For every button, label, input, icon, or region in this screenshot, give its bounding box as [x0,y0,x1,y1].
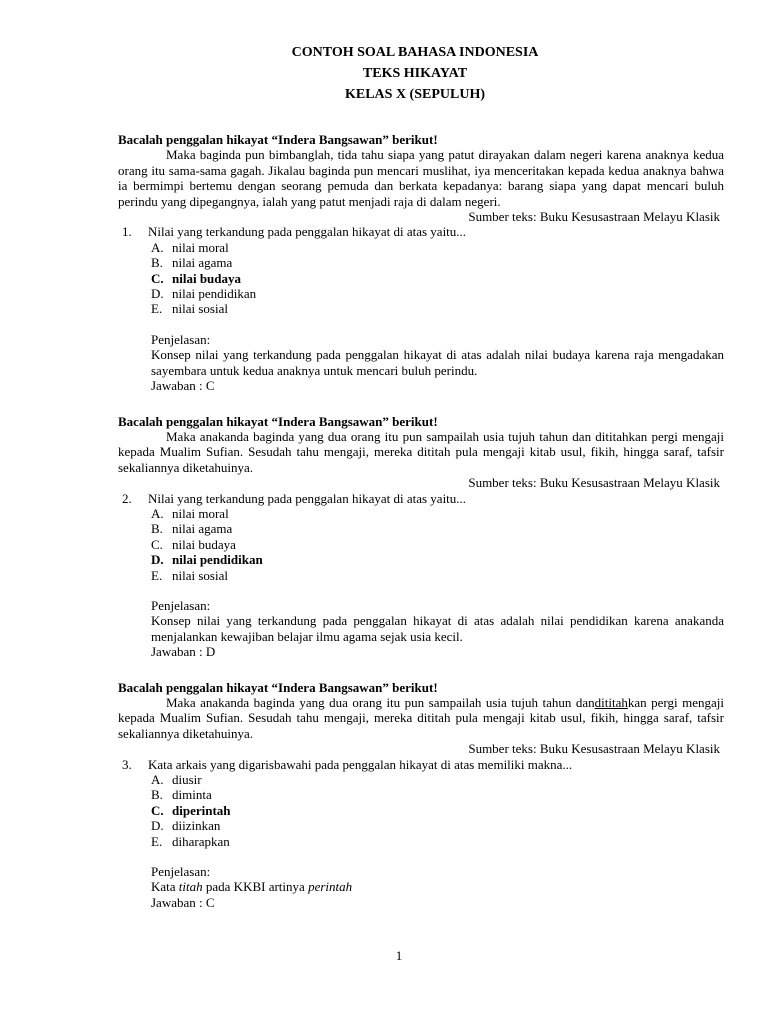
explanation [118,332,724,394]
underlined-archaic-word: dititah [594,695,628,710]
option-letter: E. [151,833,163,849]
option-b [151,521,724,536]
option-text: nilai agama [172,255,233,271]
option-d [151,818,724,833]
explanation-word: titah [178,879,203,895]
passage-end: kan pergi mengaji kepada Mualim Sufian. Sesudah tahu mengaji, mereka dititah pula mengaji kitab usul, fikih, hingga saraf, tafsir sekaliannya diketahuinya. [118,695,725,741]
explanation-label: Penjelasan: [151,597,211,613]
option-b [151,255,724,270]
option-text: nilai agama [172,521,233,537]
option-e [151,834,724,849]
option-a [151,240,724,255]
explanation-middle: pada KKBI artinya [205,879,305,895]
question-text: Nilai yang terkandung pada penggalan hikayat di atas yaitu... [148,224,467,240]
source-citation: Sumber teks: Buku Kesusastraan Melayu Klasik [468,741,720,757]
option-letter: A. [151,239,164,255]
explanation-label: Penjelasan: [151,864,211,880]
option-e [151,301,724,316]
option-c [151,537,724,552]
instruction: Bacalah penggalan hikayat “Indera Bangsawan” berikut! [118,132,438,147]
option-text: diizinkan [172,818,221,834]
document-page [118,42,724,910]
question-number: 3. [122,756,132,772]
page-number: 1 [395,948,403,963]
answer-options [118,240,724,317]
option-text: diperintah [172,802,231,818]
passage: Maka baginda pun bimbanglah, tida tahu siapa yang patut dirayakan dalam negeri karena anaknya kedua orang itu sama-sama gagah. Jikalau baginda pun mencari muslihat, iya menceritakan kepada kedua anaknya bahwa ia bermimpi bertemu dengan seorang pemuda dan berkata kepadanya: barang siapa yang dapat mencari buluh perindu yang dipegangnya, ialah yang patut menjadi raja di dalam negeri. [118,147,724,209]
option-text: nilai pendidikan [172,286,257,302]
instruction: Bacalah penggalan hikayat “Indera Bangsawan” berikut! [118,679,438,695]
option-text: nilai moral [172,239,229,255]
option-letter: E. [151,567,163,583]
question-section-3 [118,680,724,911]
explanation-text [151,879,724,894]
passage: Maka anakanda baginda yang dua orang itu pun sampailah usia tujuh tahun dan dititahkan pergi mengaji kepada Mualim Sufian. Sesudah tahu mengaji, mereka dititah pula mengaji kitab usul, fikih, hingga saraf, tafsir sekaliannya diketahuinya. [118,428,724,475]
explanation-text: Konsep nilai yang terkandung pada penggalan hikayat di atas adalah nilai budaya karena raja mengadakan sayembara untuk kedua anaknya untuk mencari buluh perindu. [151,347,724,378]
option-letter: D. [151,552,164,568]
title-line-2: TEKS HIKAYAT [362,66,468,81]
answer-key: Jawaban : D [151,644,216,660]
option-b [151,787,724,802]
option-letter: D. [151,286,164,302]
option-letter: B. [151,787,163,803]
explanation-meaning: perintah [308,879,353,895]
option-text: nilai sosial [172,301,228,317]
option-text: nilai sosial [172,567,228,583]
answer-key: Jawaban : C [151,894,215,910]
question-text: Kata arkais yang digarisbawahi pada penggalan hikayat di atas memiliki makna... [148,756,573,772]
question-section-1 [118,132,724,394]
question [118,491,724,506]
title-line-1: CONTOH SOAL BAHASA INDONESIA [291,45,539,60]
answer-options [118,506,724,583]
question [118,757,724,772]
option-a [151,772,724,787]
question-text: Nilai yang terkandung pada penggalan hikayat di atas yaitu... [148,490,467,506]
option-c-correct [151,271,724,286]
option-letter: D. [151,818,164,834]
option-letter: A. [151,505,164,521]
instruction: Bacalah penggalan hikayat “Indera Bangsawan” berikut! [118,413,438,429]
option-letter: E. [151,301,163,317]
option-letter: B. [151,521,163,537]
option-e [151,568,724,583]
title-line-3: KELAS X (SEPULUH) [344,87,486,102]
option-text: diusir [172,772,202,788]
option-text: nilai budaya [172,270,242,286]
option-text: diminta [172,787,212,803]
option-a [151,506,724,521]
explanation-text: Konsep nilai yang terkandung pada penggalan hikayat di atas adalah nilai pendidikan karena anakanda menjalankan kewajiban belajar ilmu agama sejak usia kecil. [151,613,724,644]
option-letter: C. [151,270,164,286]
passage [118,695,724,741]
option-letter: B. [151,255,163,271]
option-letter: C. [151,802,164,818]
passage-start: Maka anakanda baginda yang dua orang itu pun sampailah usia tujuh tahun dan [166,695,595,710]
question-section-2 [118,414,724,660]
question-number: 2. [122,490,132,506]
option-letter: C. [151,536,163,552]
option-text: nilai moral [172,505,229,521]
answer-options [118,772,724,849]
option-text: nilai pendidikan [172,552,263,568]
explanation [118,598,724,660]
explanation-prefix: Kata [151,879,176,895]
explanation-label: Penjelasan: [151,331,211,347]
document-title [106,42,724,105]
source-citation: Sumber teks: Buku Kesusastraan Melayu Klasik [468,209,720,225]
option-text: nilai budaya [172,536,236,552]
option-d [151,286,724,301]
explanation [118,864,724,910]
source-citation: Sumber teks: Buku Kesusastraan Melayu Klasik [468,475,720,491]
option-letter: A. [151,772,164,788]
question-number: 1. [122,224,132,240]
option-c-correct [151,803,724,818]
option-text: diharapkan [172,833,230,849]
answer-key: Jawaban : C [151,378,215,394]
question [118,224,724,239]
option-d-correct [151,552,724,567]
